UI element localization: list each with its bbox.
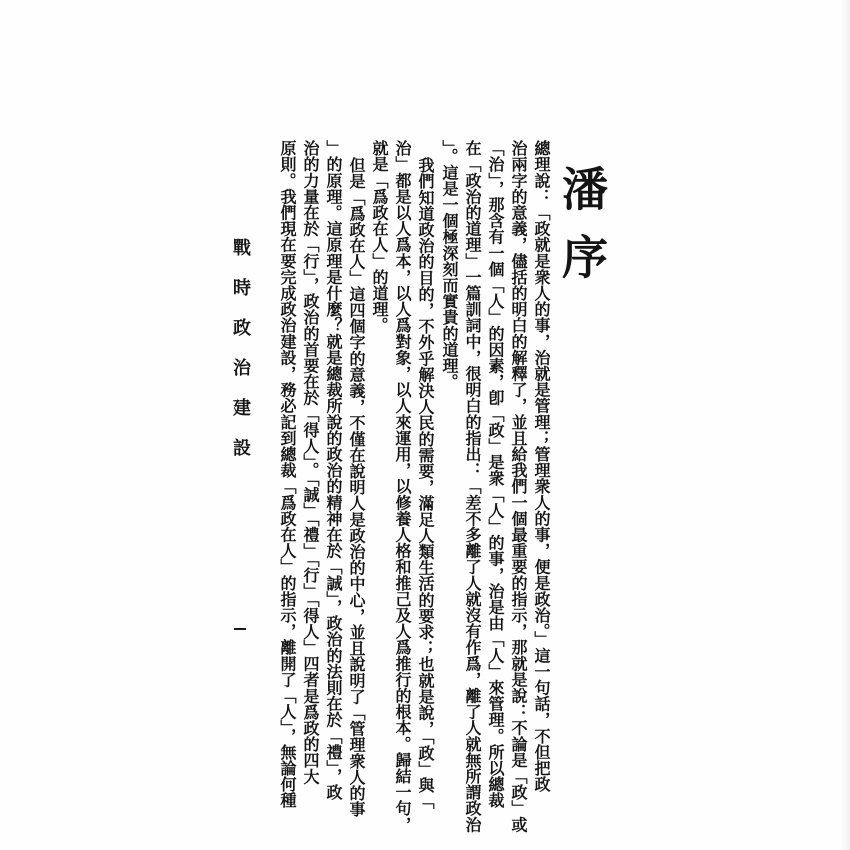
scan-edge-shadow [840,0,850,850]
text-line: 」。這是一個極深刻而實貴的道理。 [440,140,459,390]
text-line: 在「政治的道理」一篇訓詞中，很明白的指出：「差不多離了人就沒有作爲，離了人就無所謂政治 [463,140,482,833]
text-line: 治」都是以人爲本，以人爲對象，以人來運用，以修養人格和推己及人爲推行的根本。歸結一句， [393,140,412,833]
text-line: 治兩字的意義，儘括的明白的解釋了，並且給我們一個最重要的指示，那就是說：不論是「政」或 [509,140,528,833]
preface-title: 潘序 [555,165,609,301]
text-line: 我們知道政治的目的，不外乎解決人民的需要，滿足人類生活的要求；也就是說，「政」與「 [416,157,435,810]
text-line: 」的原理。這原理是什麼？就是總裁所說的政治的精神在於「誠」，政治的法則在於「禮」，政 [324,140,343,801]
text-line: 總理說：「政就是衆人的事，治就是管理；管理衆人的事，便是政治。」這一句話，不但把政 [532,140,551,793]
running-title: 戰時政治建設 [230,238,251,478]
text-line: 「治」，那含有一個「人」的因素，卽「政」是衆「人」的事，治是由「人」來管理。所以總裁 [486,140,505,809]
page-number [234,628,246,630]
text-line: 原則。我們現在要完成政治建設，務必記到總裁「爲政在人」的指示，離開了「人」，無論何種 [278,140,297,809]
text-line: 就是「爲政在人」的道理。 [370,140,389,334]
text-line: 治的力量在於「行」，政治的首要在於「得人」。「誠」「禮」「行」「得人」四者是爲政的四大 [301,140,320,785]
text-line: 但是「爲政在人」這四個字的意義，不僅在說明人是政治的中心，並且說明了「管理衆人的事 [347,157,366,818]
